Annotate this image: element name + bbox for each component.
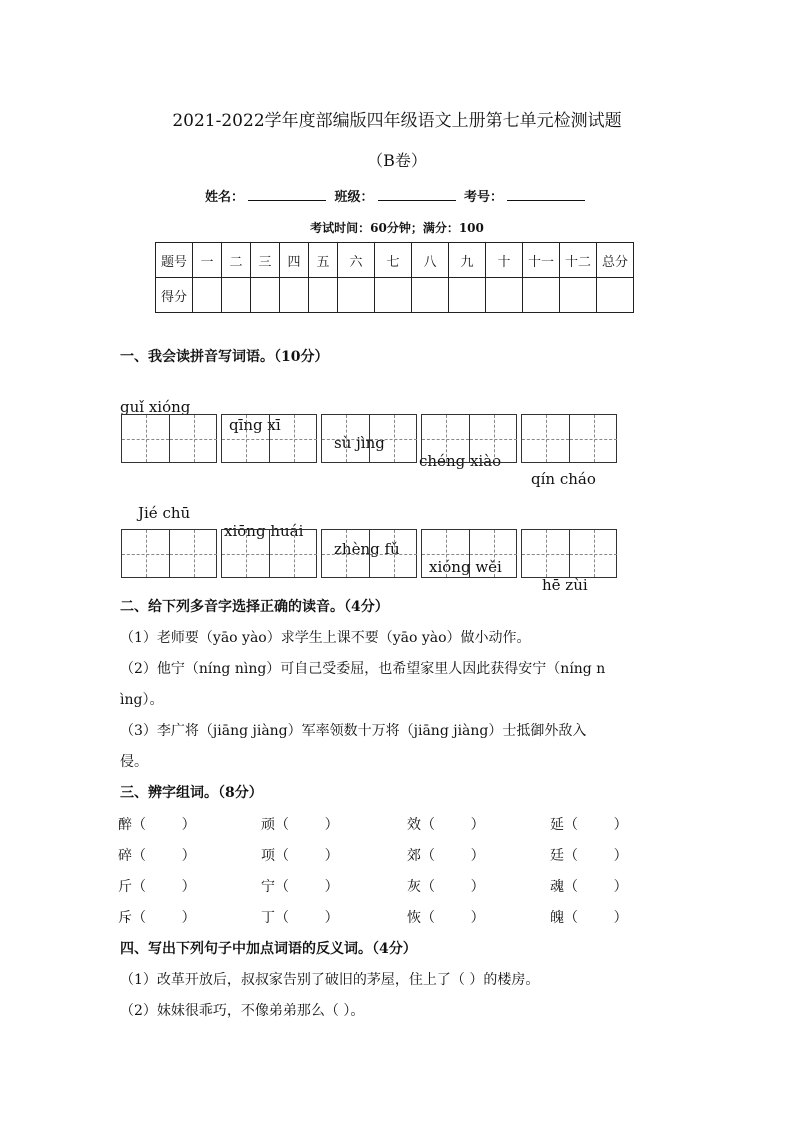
score-cell[interactable] xyxy=(309,278,338,313)
score-cell[interactable] xyxy=(375,278,412,313)
id-field[interactable] xyxy=(507,188,585,201)
class-field[interactable] xyxy=(378,188,456,201)
exam-time-info: 考试时间：60分钟；满分：100 xyxy=(310,221,484,235)
writing-box[interactable] xyxy=(421,414,517,463)
table-header-cell: 五 xyxy=(309,243,338,278)
table-header-cell: 四 xyxy=(280,243,309,278)
score-table-score-row xyxy=(156,278,634,313)
score-cell[interactable] xyxy=(222,278,251,313)
word-item: 碎（ ） xyxy=(118,848,196,864)
word-item: 醉（ ） xyxy=(118,817,196,833)
pinyin-item: hē zùi xyxy=(542,576,588,594)
writing-box[interactable] xyxy=(521,529,617,578)
writing-grid-row-2 xyxy=(121,529,621,579)
section4-title: 四、写出下列句子中加点词语的反义词。（4分） xyxy=(120,941,417,957)
score-cell[interactable] xyxy=(560,278,597,313)
table-header-cell: 十二 xyxy=(560,243,597,278)
score-table xyxy=(155,242,634,313)
question-2-3-cont: 侵。 xyxy=(120,754,148,770)
section3-title: 三、辨字组词。（8分） xyxy=(120,785,263,801)
table-header-cell: 八 xyxy=(412,243,449,278)
table-header-cell: 一 xyxy=(193,243,222,278)
writing-box[interactable] xyxy=(321,529,417,578)
score-cell[interactable] xyxy=(193,278,222,313)
word-item: 延（ ） xyxy=(550,817,628,833)
question-4-2: （2）妹妹很乖巧，不像弟弟那么（ ）。 xyxy=(120,1003,365,1019)
question-2-2: （2）他宁（níng nìng）可自己受委屈，也希望家里人因此获得安宁（níng n xyxy=(120,661,606,677)
writing-grid-row-1 xyxy=(121,414,621,464)
pinyin-item: Jié chū xyxy=(138,504,191,522)
writing-box[interactable] xyxy=(321,414,417,463)
writing-box[interactable] xyxy=(121,414,217,463)
question-2-3: （3）李广将（jiāng jiàng）军率领数十万将（jiāng jiàng）士抵御外敌入 xyxy=(120,723,587,739)
question-4-1: （1）改革开放后，叔叔家告别了破旧的茅屋，住上了（ ）的楼房。 xyxy=(120,972,540,988)
score-cell[interactable] xyxy=(412,278,449,313)
writing-box[interactable] xyxy=(121,529,217,578)
word-item: 魂（ ） xyxy=(550,879,628,895)
pinyin-item: zhèng fǔ xyxy=(334,540,400,558)
section2-title: 二、给下列多音字选择正确的读音。（4分） xyxy=(120,599,389,615)
student-info-line xyxy=(0,186,794,205)
class-label: 班级： xyxy=(334,190,374,205)
name-field[interactable] xyxy=(248,188,326,201)
word-item: 恢（ ） xyxy=(407,910,485,926)
pinyin-item: qín cháo xyxy=(531,470,596,488)
word-item: 项（ ） xyxy=(261,848,339,864)
writing-box[interactable] xyxy=(521,414,617,463)
table-header-cell: 十 xyxy=(486,243,523,278)
word-item: 郊（ ） xyxy=(407,848,485,864)
page-subtitle: （B卷） xyxy=(367,151,427,170)
word-item: 丁（ ） xyxy=(261,910,339,926)
name-label: 姓名： xyxy=(204,190,244,205)
page-title: 2021-2022学年度部编版四年级语文上册第七单元检测试题 xyxy=(172,111,622,131)
word-item: 灰（ ） xyxy=(407,879,485,895)
pinyin-item: xiōng huái xyxy=(224,522,304,540)
table-header-cell: 三 xyxy=(251,243,280,278)
word-item: 效（ ） xyxy=(407,817,485,833)
score-cell[interactable] xyxy=(280,278,309,313)
table-header-cell: 九 xyxy=(449,243,486,278)
table-header-cell: 七 xyxy=(375,243,412,278)
score-cell[interactable] xyxy=(338,278,375,313)
table-header-cell: 总分 xyxy=(597,243,634,278)
table-row-label: 得分 xyxy=(156,278,193,313)
score-cell[interactable] xyxy=(597,278,634,313)
word-item: 宁（ ） xyxy=(261,879,339,895)
id-label: 考号： xyxy=(464,190,504,205)
pinyin-item: chéng xiào xyxy=(419,452,502,470)
table-header-cell: 二 xyxy=(222,243,251,278)
section1-title: 一、我会读拼音写词语。（10分） xyxy=(120,349,329,365)
score-cell[interactable] xyxy=(251,278,280,313)
score-cell[interactable] xyxy=(449,278,486,313)
writing-box[interactable] xyxy=(221,414,317,463)
pinyin-item: qīng xī xyxy=(229,416,281,434)
question-2-1: （1）老师要（yāo yào）求学生上课不要（yāo yào）做小动作。 xyxy=(120,630,531,646)
word-item: 廷（ ） xyxy=(550,848,628,864)
writing-box[interactable] xyxy=(221,529,317,578)
pinyin-item: sù jìng xyxy=(334,434,385,452)
score-cell[interactable] xyxy=(486,278,523,313)
question-2-2-cont: ìng）。 xyxy=(120,692,164,708)
pinyin-item: xióng wěi xyxy=(429,558,502,576)
word-item: 斤（ ） xyxy=(118,879,196,895)
word-item: 斥（ ） xyxy=(118,910,196,926)
score-table-header-row xyxy=(156,243,634,278)
pinyin-item: guǐ xióng xyxy=(120,398,191,416)
word-item: 顽（ ） xyxy=(261,817,339,833)
table-header-cell: 十一 xyxy=(523,243,560,278)
writing-box[interactable] xyxy=(421,529,517,578)
table-header-cell: 题号 xyxy=(156,243,193,278)
word-item: 魄（ ） xyxy=(550,910,628,926)
score-cell[interactable] xyxy=(523,278,560,313)
table-header-cell: 六 xyxy=(338,243,375,278)
